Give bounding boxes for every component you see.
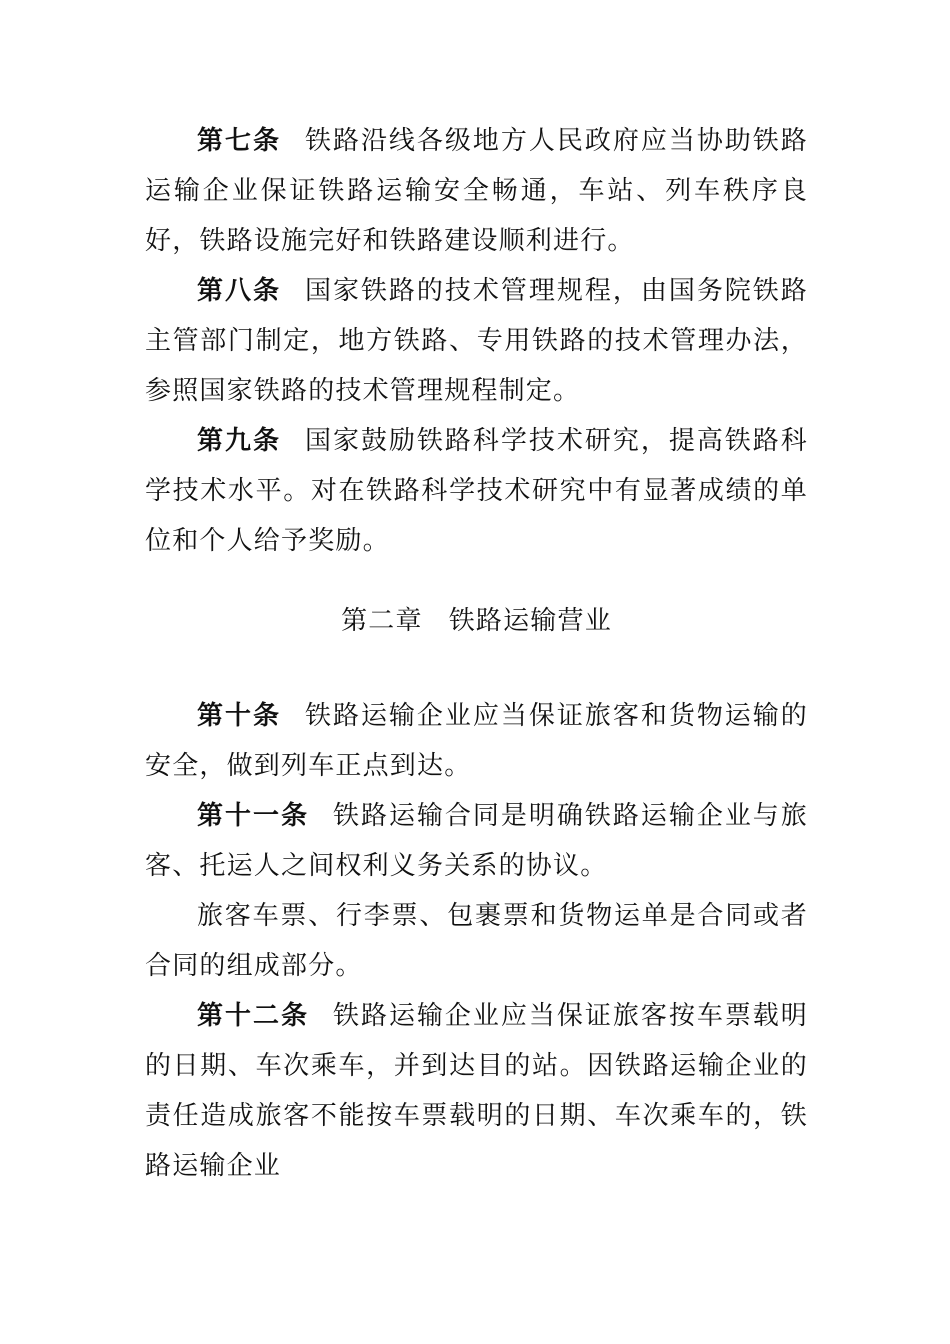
article-number: 第九条 xyxy=(197,426,281,456)
article-text: 铁路沿线各级地方人民政府应当协助铁路运输企业保证铁路运输安全畅通，车站、列车秩序良好，铁路设施完好和铁路建设顺利进行。 xyxy=(145,126,808,256)
article-8 xyxy=(145,266,808,416)
article-12 xyxy=(145,991,808,1191)
article-number: 第十一条 xyxy=(197,801,309,831)
article-9 xyxy=(145,416,808,566)
article-text: 铁路运输合同是明确铁路运输企业与旅客、托运人之间权利义务关系的协议。 xyxy=(145,801,808,881)
article-7 xyxy=(145,116,808,266)
article-11 xyxy=(145,791,808,891)
chapter-number: 第二章 xyxy=(341,606,423,636)
article-text: 旅客车票、行李票、包裹票和货物运单是合同或者合同的组成部分。 xyxy=(145,901,808,981)
article-number: 第七条 xyxy=(197,126,281,156)
article-text: 国家鼓励铁路科学技术研究，提高铁路科学技术水平。对在铁路科学技术研究中有显著成绩的单位和个人给予奖励。 xyxy=(145,426,808,556)
article-text: 铁路运输企业应当保证旅客按车票载明的日期、车次乘车，并到达目的站。因铁路运输企业的责任造成旅客不能按车票载明的日期、车次乘车的，铁路运输企业 xyxy=(145,1001,808,1181)
article-number: 第八条 xyxy=(197,276,281,306)
article-text: 国家铁路的技术管理规程，由国务院铁路主管部门制定，地方铁路、专用铁路的技术管理办法，参照国家铁路的技术管理规程制定。 xyxy=(145,276,808,406)
document-page xyxy=(145,116,808,1191)
article-number: 第十二条 xyxy=(197,1001,309,1031)
article-11-paragraph-2 xyxy=(145,891,808,991)
chapter-title: 铁路运输营业 xyxy=(448,606,612,636)
article-number: 第十条 xyxy=(197,701,281,731)
article-10 xyxy=(145,691,808,791)
chapter-heading xyxy=(145,596,808,646)
article-text: 铁路运输企业应当保证旅客和货物运输的安全，做到列车正点到达。 xyxy=(145,701,808,781)
